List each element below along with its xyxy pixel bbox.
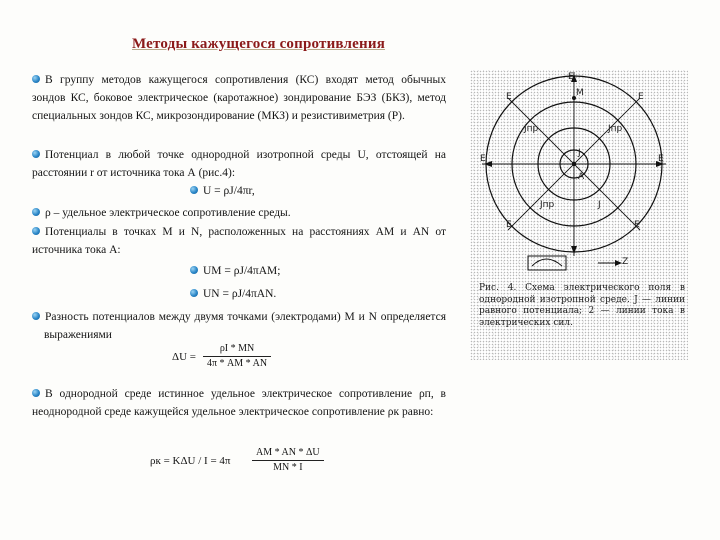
paragraph-ks-methods-text: В группу методов кажущегося сопротивления (КС) входят метод обычных зондов КС, боковое электрическое (каротажное) зондирование БЭЗ (БКЗ), метод специальных зондов КС, микрозондирование (МКЗ) и резистивиметрия (Р). (32, 74, 446, 122)
bullet-icon (190, 186, 198, 194)
paragraph-potential-difference (44, 308, 446, 344)
label-e-bottom-left: E (506, 220, 512, 230)
paragraph-potential-difference-text: Разность потенциалов между двумя точками (электродами) M и N определяется выражениями (44, 311, 446, 341)
formula-rho-k-denominator: MN * I (252, 460, 324, 475)
arrow-down-icon (571, 246, 577, 254)
bullet-icon (32, 208, 40, 216)
formula-potential (190, 183, 255, 199)
label-z: Z (622, 257, 629, 267)
paragraph-mn-potentials (32, 223, 446, 259)
formula-delta-u-fraction (203, 342, 271, 371)
bullet-icon (32, 227, 40, 235)
label-e-left: E (480, 154, 486, 164)
formula-un (190, 286, 276, 302)
label-e-bottom-right: E (634, 220, 640, 230)
paragraph-potential (32, 146, 446, 182)
formula-delta-u-lhs: ΔU = (172, 351, 196, 363)
legend-arc-symbol (532, 259, 562, 266)
label-jpr-top-right: Jпр (608, 124, 623, 134)
paragraph-ks-methods (32, 71, 446, 125)
page-title: Методы кажущегося сопротивления (132, 36, 386, 52)
formula-um-text: UM = ρJ/4πAM; (203, 265, 281, 277)
paragraph-apparent-resistivity (32, 385, 446, 421)
label-e-top: E (568, 72, 574, 82)
label-jpr-bottom: Jпр (540, 200, 555, 210)
formula-delta-u-denominator: 4π * AM * AN (203, 356, 271, 371)
paragraph-potential-text: Потенциал в любой точке однородной изотропной среды U, отстоящей на расстоянии r от источника тока А (рис.4): (32, 149, 446, 179)
label-a: A (578, 172, 585, 182)
paragraph-apparent-resistivity-text: В однородной среде истинное удельное электрическое сопротивление ρп, в неоднородной среде кажущейся удельное электрическое сопротивление ρк равно: (32, 388, 446, 418)
label-e-right: E (658, 154, 664, 164)
bullet-icon (32, 75, 40, 83)
bullet-icon (190, 289, 198, 297)
paragraph-rho-text: ρ – удельное электрическое сопротивление среды. (45, 207, 291, 219)
label-m: M (576, 88, 584, 98)
legend-arrow-icon (615, 260, 622, 266)
paragraph-mn-potentials-text: Потенциалы в точках M и N, расположенных на расстояниях AM и AN от источника тока А: (32, 226, 446, 256)
paragraph-rho (32, 204, 446, 222)
formula-delta-u-numerator: ρI * MN (219, 343, 255, 354)
formula-un-text: UN = ρJ/4πAN. (203, 288, 277, 300)
bullet-icon (32, 312, 40, 320)
bullet-icon (190, 266, 198, 274)
label-e-top-right: E (638, 92, 644, 102)
legend-arc-box (528, 256, 566, 270)
bullet-icon (32, 150, 40, 158)
bullet-icon (32, 389, 40, 397)
formula-um (190, 263, 280, 279)
formula-rho-k-lhs: ρк = KΔU / I = 4π (150, 455, 231, 467)
label-e-top-left: E (506, 92, 512, 102)
formula-potential-text: U = ρJ/4πr, (203, 185, 255, 197)
label-j-bottom: J (598, 200, 601, 210)
formula-rho-k-numerator: AM * AN * ΔU (256, 447, 320, 458)
formula-rho-k-fraction (252, 446, 324, 475)
source-point-a (572, 162, 576, 166)
label-j-center: J (578, 148, 581, 158)
label-jpr-top-left: Jпр (524, 124, 539, 134)
figure-caption: Рис. 4. Схема электрического поля в однородной изотропной среде. J — линии равного потенциала; 2 — линии тока в электрических сил. (479, 283, 685, 328)
